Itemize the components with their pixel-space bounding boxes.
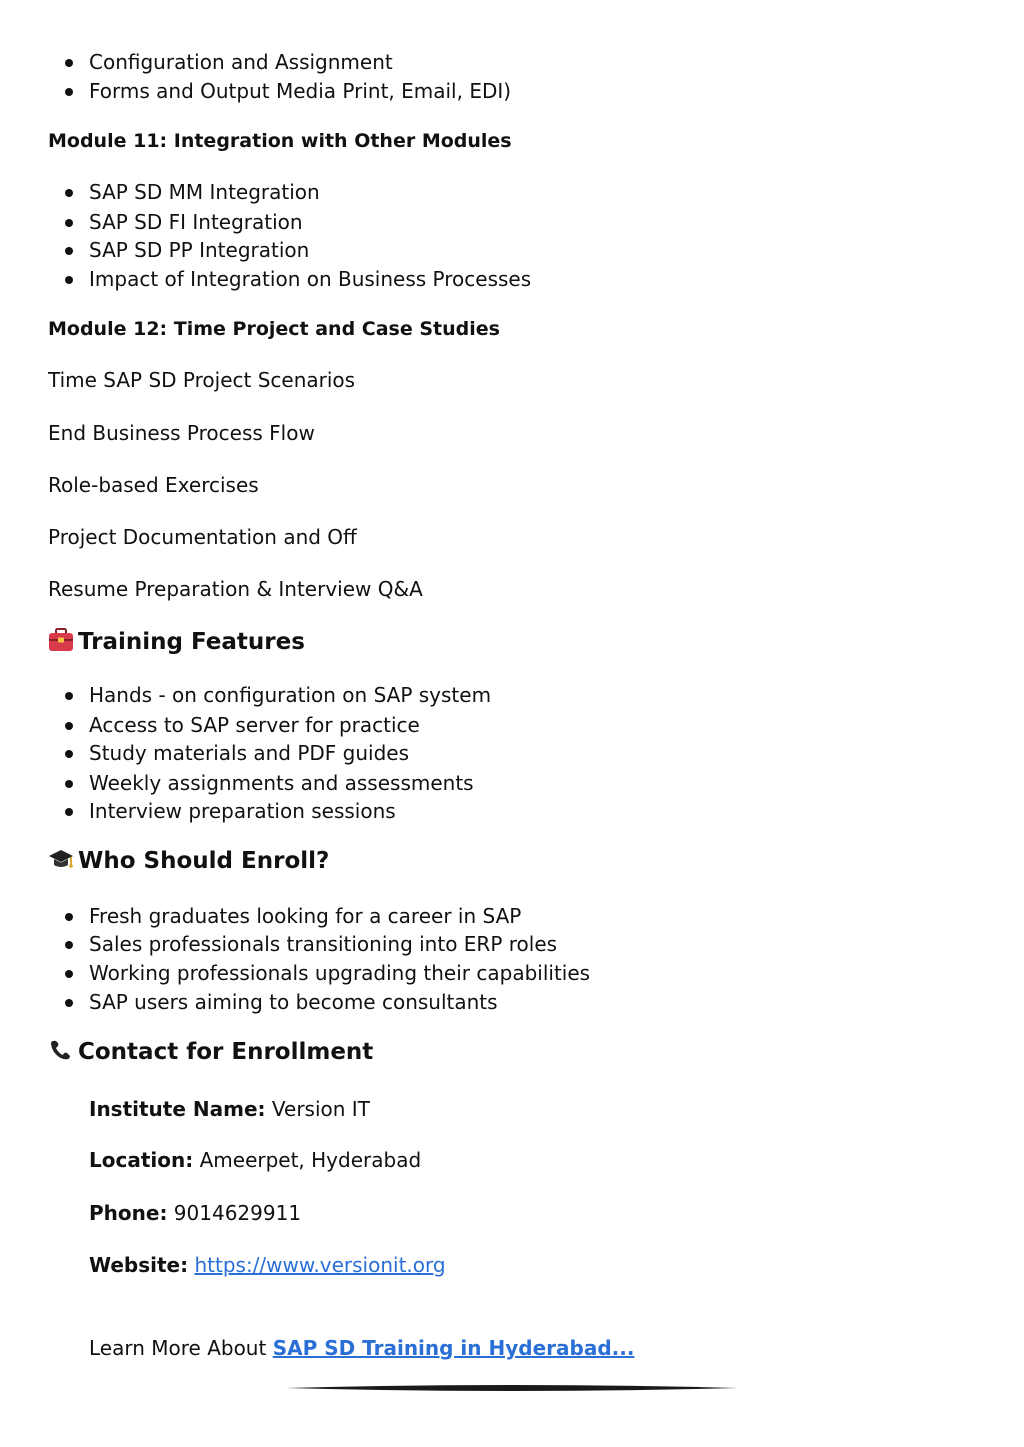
learn-more-line [89,1336,634,1360]
decorative-divider [286,1383,738,1393]
telephone-icon [48,1038,74,1062]
list-item: Working professionals upgrading their capabilities [89,961,591,985]
learn-more-prefix: Learn More About [89,1336,273,1360]
paragraph: Project Documentation and Off [48,525,357,549]
paragraph: Time SAP SD Project Scenarios [48,368,356,392]
training-features-heading [48,628,305,656]
phone-label: Phone: [89,1201,168,1225]
contact-title: Contact for Enrollment [78,1039,374,1065]
website-label: Website: [89,1253,189,1277]
list-item: Impact of Integration on Business Processes [89,267,532,291]
list-item: Interview preparation sessions [89,799,396,823]
sap-sd-training-link[interactable]: SAP SD Training in Hyderabad... [272,1336,635,1360]
graduation-cap-icon [48,847,74,871]
list-item: SAP users aiming to become consultants [89,990,498,1014]
list-item: Hands - on configuration on SAP system [89,683,492,707]
who-should-enroll-heading [48,847,329,875]
toolbox-icon [48,628,74,652]
training-features-title: Training Features [78,629,305,655]
module-11-heading: Module 11: Integration with Other Modules [48,130,512,152]
location-value: Ameerpet, Hyderabad [199,1148,422,1172]
list-item: Forms and Output Media Print, Email, EDI) [89,79,512,103]
paragraph: Resume Preparation & Interview Q&A [48,577,423,601]
location-line [89,1148,421,1172]
list-item: SAP SD PP Integration [89,238,310,262]
contact-heading [48,1038,373,1066]
list-item: Sales professionals transitioning into ERP roles [89,932,558,956]
phone-line [89,1201,301,1225]
module-12-heading: Module 12: Time Project and Case Studies [48,318,500,340]
institute-label: Institute Name: [89,1097,266,1121]
list-item: Configuration and Assignment [89,50,393,74]
list-item: SAP SD MM Integration [89,180,320,204]
institute-value: Version IT [271,1097,370,1121]
list-item: Study materials and PDF guides [89,741,410,765]
list-item: Fresh graduates looking for a career in SAP [89,904,522,928]
list-item: Access to SAP server for practice [89,713,420,737]
list-item: SAP SD FI Integration [89,210,303,234]
paragraph: Role-based Exercises [48,473,259,497]
website-line [89,1253,446,1277]
phone-value: 9014629911 [173,1201,302,1225]
website-link[interactable]: https://www.versionit.org [194,1253,446,1277]
location-label: Location: [89,1148,194,1172]
list-item: Weekly assignments and assessments [89,771,474,795]
who-should-enroll-title: Who Should Enroll? [78,848,330,874]
institute-name-line [89,1097,370,1121]
paragraph: End Business Process Flow [48,421,315,445]
